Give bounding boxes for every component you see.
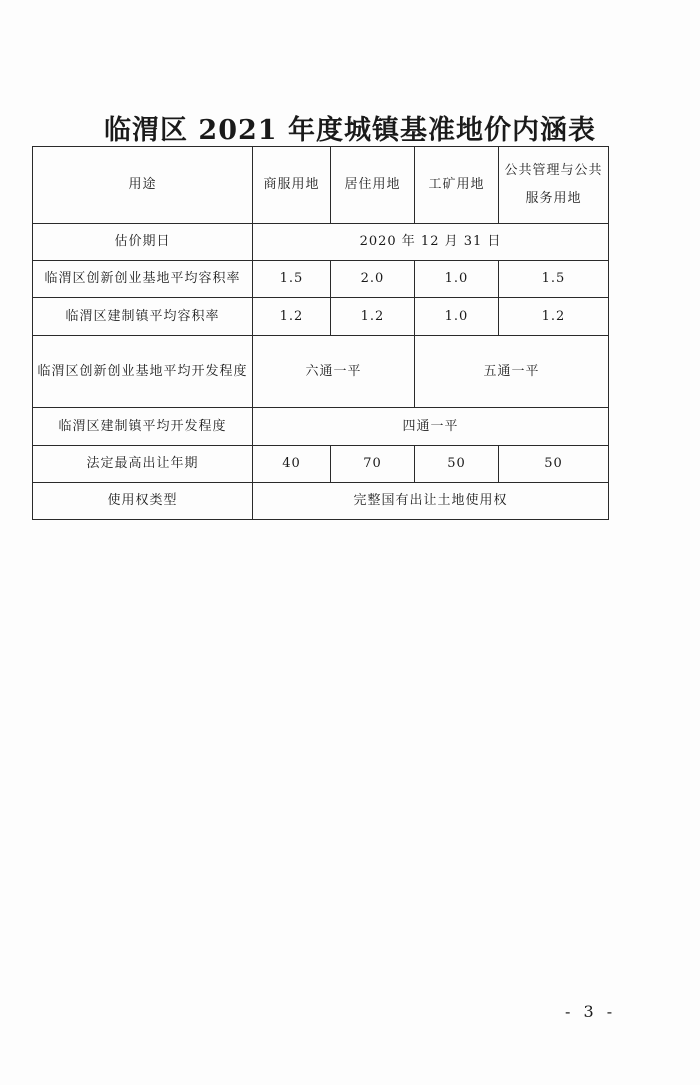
header-col-commercial: 商服用地 [253,147,331,224]
row-value: 完整国有出让土地使用权 [253,483,609,520]
cell-value: 1.2 [331,298,415,336]
row-label-text: 临渭区创新创业基地平均开发程度 [37,363,248,379]
row-value: 2020 年 12 月 31 日 [253,224,609,261]
cell-value: 50 [499,446,609,483]
row-value: 四通一平 [253,408,609,446]
row-label: 临渭区建制镇平均开发程度 [33,408,253,446]
header-col-public [499,147,609,224]
table-row [33,224,609,261]
cell-value: 1.0 [415,261,499,298]
cell-value: 五通一平 [415,336,609,408]
cell-value: 1.2 [499,298,609,336]
row-label: 临渭区建制镇平均容积率 [33,298,253,336]
cell-value: 1.5 [253,261,331,298]
table-row [33,483,609,520]
table-header-row [33,147,609,224]
table-row [33,408,609,446]
row-label: 估价期日 [33,224,253,261]
cell-value: 1.2 [253,298,331,336]
cell-value: 50 [415,446,499,483]
row-label [33,336,253,408]
header-col-public-text: 公共管理与公共服务用地 [504,163,603,206]
cell-value: 1.5 [499,261,609,298]
row-label: 法定最高出让年期 [33,446,253,483]
table-row [33,298,609,336]
header-label-cell: 用途 [33,147,253,224]
page-number: - 3 - [565,1002,617,1021]
cell-value: 1.0 [415,298,499,336]
cell-value: 2.0 [331,261,415,298]
cell-value: 70 [331,446,415,483]
document-title: 临渭区 2021 年度城镇基准地价内涵表 [104,115,596,146]
table-row [33,261,609,298]
table-row [33,446,609,483]
table-row [33,336,609,408]
cell-value: 40 [253,446,331,483]
cell-value: 六通一平 [253,336,415,408]
header-col-industrial: 工矿用地 [415,147,499,224]
land-price-table [32,146,609,520]
header-col-residential: 居住用地 [331,147,415,224]
row-label: 使用权类型 [33,483,253,520]
row-label: 临渭区创新创业基地平均容积率 [33,261,253,298]
